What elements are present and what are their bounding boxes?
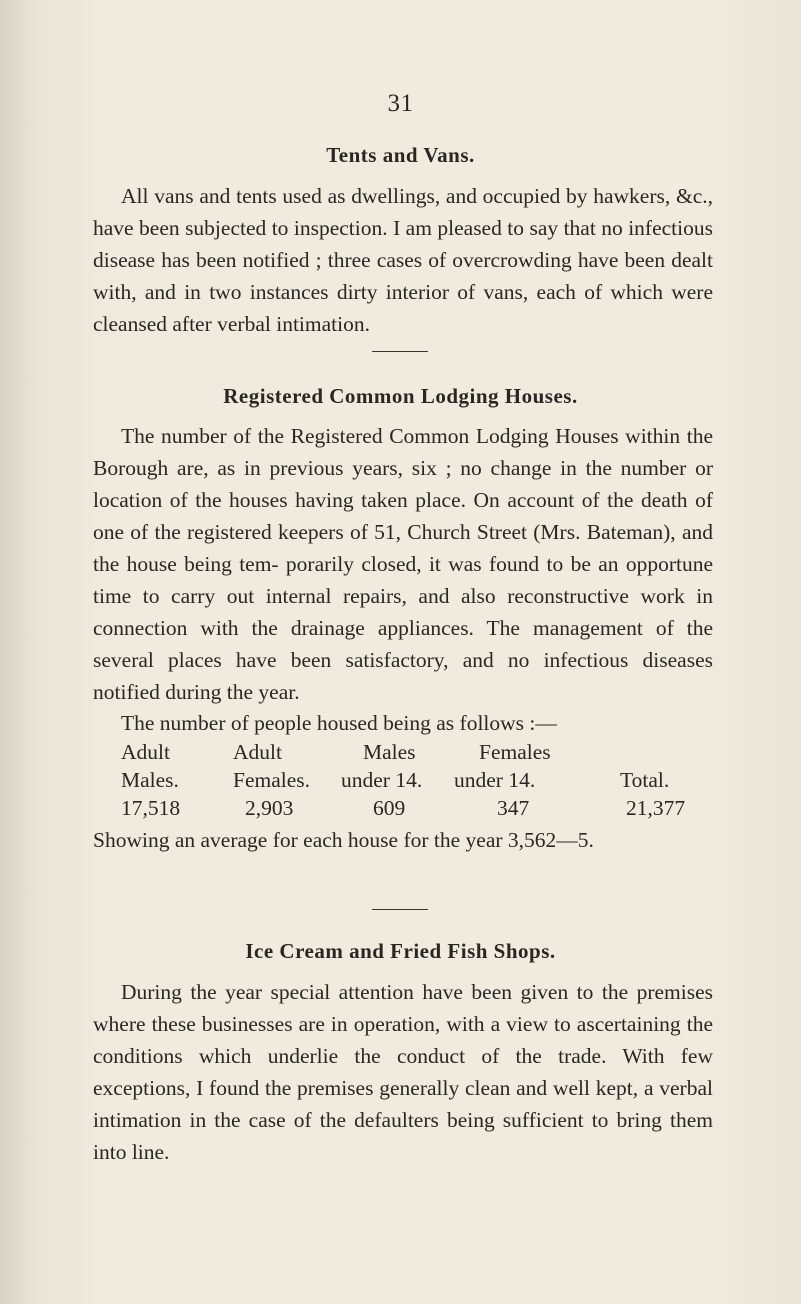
table-header-cell: Adult [233,740,282,764]
table-value-cell: 609 [373,796,406,820]
table-header-cell: Males [363,740,416,764]
average-summary: Showing an average for each house for the year 3,562—5. [93,828,594,852]
section-heading-tents-vans: Tents and Vans. [326,143,475,167]
paragraph-ice-cream: During the year special attention have been given to the premises where these businesses are in operation, with a view to ascertaining the conditions which underlie the conduct of the trade. With few exceptions, I found the premises generally clean and well kept, a verbal intimation in the case of the defaulters being sufficient to bring them into line. [93,980,713,1164]
table-value-cell: 2,903 [245,796,294,820]
section-heading-lodging-houses: Registered Common Lodging Houses. [223,384,578,408]
section-heading-ice-cream: Ice Cream and Fried Fish Shops. [245,939,556,963]
section-divider [372,351,428,352]
table-header-cell: Females. [233,768,311,792]
paragraph-lodging-houses: The number of the Registered Common Lodging Houses within the Borough are, as in previous years, six ; no change in the number or location of the houses having taken place. On account of the death of one of the registered keepers of 51, Church Street (Mrs. Bateman), and the house being tem- porarily closed, it was found to be an opportune time to carry out internal repairs, and also reconstructive work in connection with the drainage appliances. The management of the several places have been satisfactory, and no infectious diseases notified during the year. [93,424,713,704]
table-header-cell: Males. [121,768,179,792]
table-value-cell: 17,518 [121,796,181,820]
table-header-cell: under 14. [341,768,423,792]
table-header-cell: Females [479,740,551,764]
paragraph-tents-vans: All vans and tents used as dwellings, and occupied by hawkers, &c., have been subjected to inspection. I am pleased to say that no infectious disease has been notified ; three cases of overcrowding have been dealt with, and in two instances dirty interior of vans, each of which were cleansed after verbal intimation. [93,184,713,336]
table-header-cell: Total. [620,768,670,792]
table-header-cell: under 14. [454,768,536,792]
table-header-cell: Adult [121,740,170,764]
table-value-cell: 21,377 [626,796,686,820]
page-number: 31 [387,90,414,117]
table-value-cell: 347 [497,796,530,820]
housed-intro: The number of people housed being as follows :— [121,711,557,735]
section-divider [372,909,428,910]
